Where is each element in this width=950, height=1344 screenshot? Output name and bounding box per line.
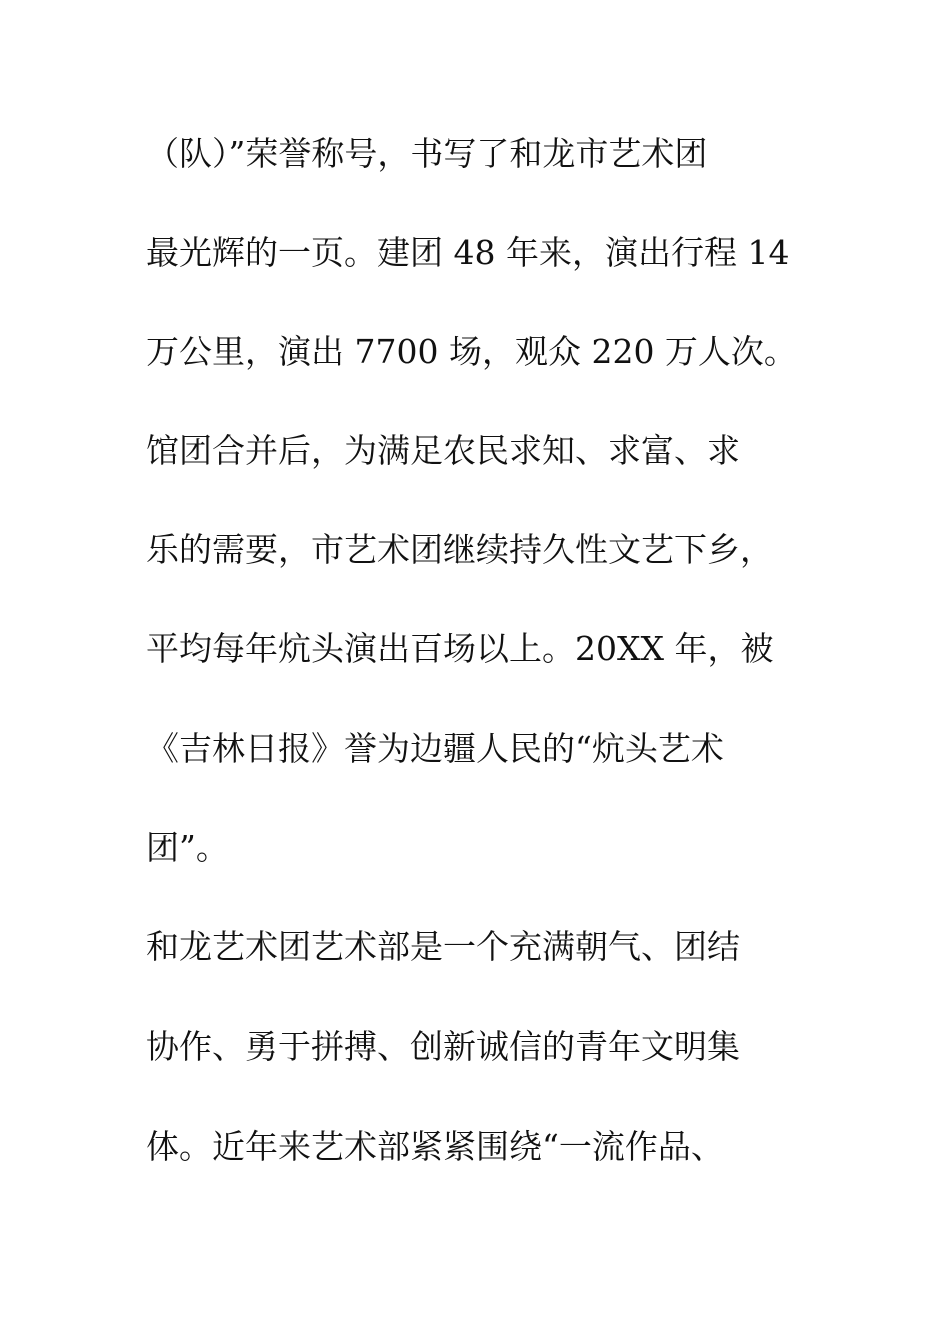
text-line: 协作、勇于拼搏、创新诚信的青年文明集 [146, 1027, 740, 1066]
text-line: 万公里，演出 7700 场，观众 220 万人次。 [146, 332, 797, 371]
text-line: 平均每年炕头演出百场以上。20XX 年，被 [146, 629, 774, 668]
text-line: 馆团合并后，为满足农民求知、求富、求 [146, 431, 740, 470]
text-line: 《吉林日报》誉为边疆人民的“炕头艺术 [146, 729, 724, 768]
text-line: 乐的需要，市艺术团继续持久性文艺下乡， [146, 530, 773, 569]
text-line: 体。近年来艺术部紧紧围绕“一流作品、 [146, 1127, 724, 1166]
text-line: 团”。 [146, 828, 229, 867]
text-line: 最光辉的一页。建团 48 年来，演出行程 14 [146, 233, 790, 272]
text-line: （队）”荣誉称号，书写了和龙市艺术团 [146, 134, 708, 173]
paragraph-start-line: 和龙艺术团艺术部是一个充满朝气、团结 [146, 927, 740, 966]
